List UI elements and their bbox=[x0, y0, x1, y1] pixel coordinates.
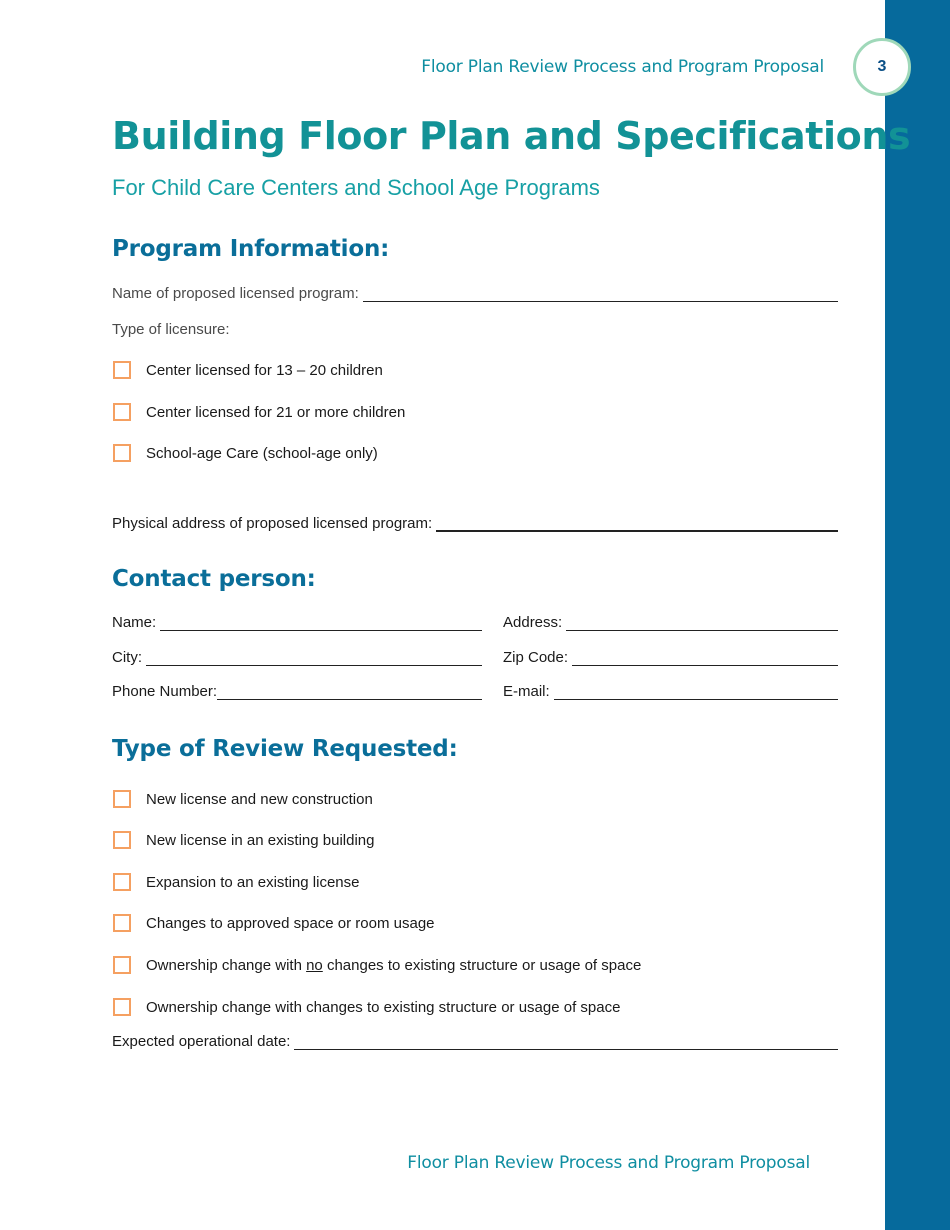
review-option-ownership-with-change[interactable] bbox=[113, 996, 620, 1018]
contact-zip-label: Zip Code: bbox=[503, 649, 569, 666]
physical-address-field[interactable] bbox=[112, 514, 838, 532]
licensure-option-label: School-age Care (school-age only) bbox=[146, 444, 378, 462]
label-part-after: changes to existing structure or usage of space bbox=[322, 956, 642, 974]
licensure-type-label: Type of licensure: bbox=[112, 321, 230, 338]
contact-city-field[interactable] bbox=[112, 649, 482, 666]
checkbox[interactable] bbox=[113, 914, 131, 932]
contact-email-input-line[interactable] bbox=[554, 683, 838, 700]
page-subtitle: For Child Care Centers and School Age Programs bbox=[112, 175, 600, 200]
contact-phone-field[interactable] bbox=[112, 683, 482, 700]
contact-phone-input-line[interactable] bbox=[217, 683, 482, 700]
checkbox[interactable] bbox=[113, 790, 131, 808]
licensure-option[interactable] bbox=[113, 359, 383, 381]
licensure-option-label: Center licensed for 21 or more children bbox=[146, 403, 406, 421]
checkbox[interactable] bbox=[113, 873, 131, 891]
review-option[interactable] bbox=[113, 829, 374, 851]
program-name-label: Name of proposed licensed program: bbox=[112, 285, 359, 302]
review-option-label: Changes to approved space or room usage bbox=[146, 914, 435, 932]
licensure-option-label: Center licensed for 13 – 20 children bbox=[146, 361, 383, 379]
review-type-heading: Type of Review Requested: bbox=[112, 736, 458, 762]
contact-person-heading: Contact person: bbox=[112, 566, 316, 592]
checkbox[interactable] bbox=[113, 403, 131, 421]
contact-address-input-line[interactable] bbox=[566, 614, 838, 631]
physical-address-label: Physical address of proposed licensed program: bbox=[112, 515, 433, 532]
program-info-heading: Program Information: bbox=[112, 236, 390, 262]
review-option-label bbox=[146, 957, 641, 974]
label-part-before: Ownership change with bbox=[146, 956, 307, 974]
review-option[interactable] bbox=[113, 788, 373, 810]
physical-address-input-line[interactable] bbox=[436, 514, 838, 532]
footer-running-title: Floor Plan Review Process and Program Proposal bbox=[407, 1153, 810, 1173]
contact-email-label: E-mail: bbox=[503, 683, 550, 700]
contact-phone-label: Phone Number: bbox=[112, 683, 218, 700]
right-sidebar-band bbox=[885, 0, 950, 1230]
licensure-option[interactable] bbox=[113, 442, 378, 464]
label-part-underlined: no bbox=[306, 956, 323, 974]
review-option[interactable] bbox=[113, 871, 359, 893]
contact-name-field[interactable] bbox=[112, 614, 482, 631]
contact-zip-input-line[interactable] bbox=[572, 649, 838, 666]
contact-city-input-line[interactable] bbox=[146, 649, 482, 666]
review-option[interactable] bbox=[113, 912, 435, 934]
contact-address-field[interactable] bbox=[503, 614, 838, 631]
contact-name-input-line[interactable] bbox=[160, 614, 482, 631]
contact-city-label: City: bbox=[112, 649, 142, 666]
checkbox[interactable] bbox=[113, 444, 131, 462]
contact-address-label: Address: bbox=[503, 614, 563, 631]
checkbox[interactable] bbox=[113, 831, 131, 849]
program-name-field[interactable] bbox=[112, 285, 838, 302]
review-option-label: New license in an existing building bbox=[146, 831, 375, 849]
checkbox[interactable] bbox=[113, 956, 131, 974]
page-number-badge: 3 bbox=[853, 38, 911, 96]
operational-date-input-line[interactable] bbox=[294, 1033, 838, 1050]
contact-email-field[interactable] bbox=[503, 683, 838, 700]
header-running-title: Floor Plan Review Process and Program Proposal bbox=[421, 57, 824, 77]
review-option-ownership-no-change[interactable] bbox=[113, 954, 641, 976]
contact-name-label: Name: bbox=[112, 614, 157, 631]
licensure-option[interactable] bbox=[113, 401, 405, 423]
review-option-label: Ownership change with changes to existing structure or usage of space bbox=[146, 998, 621, 1016]
page-title: Building Floor Plan and Specifications bbox=[112, 114, 911, 158]
checkbox[interactable] bbox=[113, 998, 131, 1016]
program-name-input-line[interactable] bbox=[363, 285, 838, 302]
contact-zip-field[interactable] bbox=[503, 649, 838, 666]
review-option-label: New license and new construction bbox=[146, 790, 373, 808]
operational-date-label: Expected operational date: bbox=[112, 1033, 291, 1050]
operational-date-field[interactable] bbox=[112, 1033, 838, 1050]
review-option-label: Expansion to an existing license bbox=[146, 873, 360, 891]
checkbox[interactable] bbox=[113, 361, 131, 379]
